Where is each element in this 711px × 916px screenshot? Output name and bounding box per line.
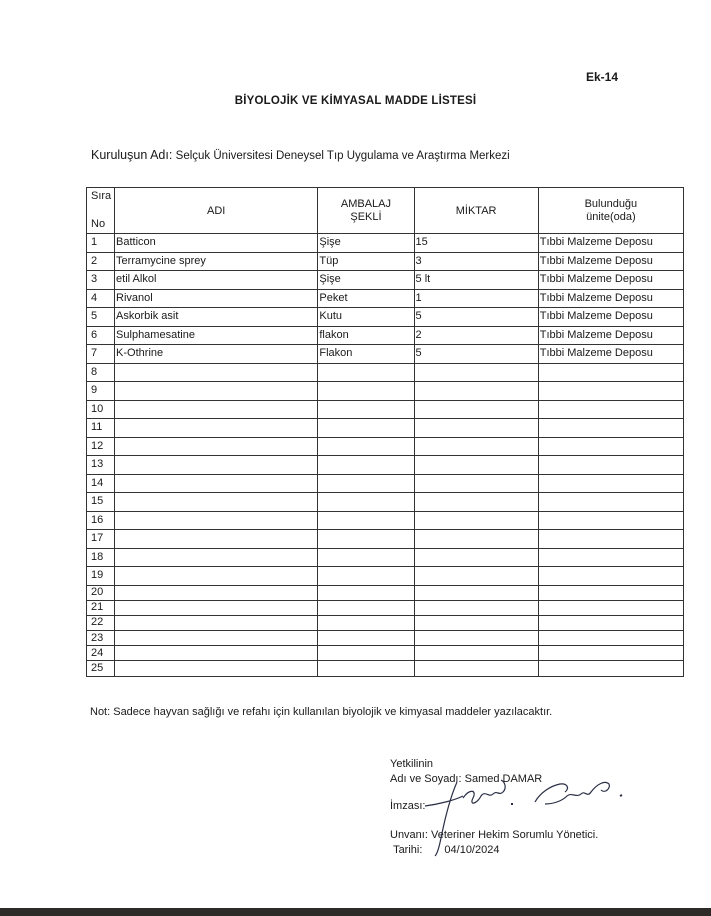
table-row	[87, 511, 684, 530]
cell-location	[538, 530, 683, 549]
cell-adi: Batticon	[115, 234, 318, 253]
table-row	[87, 493, 684, 512]
cell-no: 18	[87, 548, 115, 567]
cell-location	[538, 363, 683, 382]
table-row	[87, 631, 684, 646]
cell-ambalaj	[318, 474, 414, 493]
table-row	[87, 661, 684, 676]
cell-miktar	[414, 631, 538, 646]
cell-miktar: 3	[414, 252, 538, 271]
cell-no: 3	[87, 271, 115, 290]
substance-table	[86, 187, 684, 677]
cell-ambalaj	[318, 548, 414, 567]
table-row	[87, 530, 684, 549]
cell-miktar	[414, 493, 538, 512]
cell-location: Tıbbi Malzeme Deposu	[538, 271, 683, 290]
cell-adi	[115, 585, 318, 600]
header-sira: Sıra No	[87, 188, 115, 234]
header-miktar: MİKTAR	[414, 188, 538, 234]
name-label: Adı ve Soyadı:	[390, 773, 462, 786]
cell-no: 13	[87, 456, 115, 475]
cell-no: 19	[87, 567, 115, 586]
cell-location: Tıbbi Malzeme Deposu	[538, 308, 683, 327]
handwritten-signature	[415, 778, 635, 858]
cell-adi	[115, 567, 318, 586]
cell-no: 14	[87, 474, 115, 493]
cell-miktar	[414, 363, 538, 382]
cell-ambalaj	[318, 493, 414, 512]
header-adi: ADI	[115, 188, 318, 234]
cell-adi	[115, 631, 318, 646]
cell-no: 9	[87, 382, 115, 401]
cell-ambalaj: flakon	[318, 326, 414, 345]
cell-adi	[115, 400, 318, 419]
page-title: BİYOLOJİK VE KİMYASAL MADDE LİSTESİ	[234, 95, 477, 107]
cell-adi: etil Alkol	[115, 271, 318, 290]
cell-miktar	[414, 600, 538, 615]
table-row	[87, 234, 684, 253]
cell-no: 17	[87, 530, 115, 549]
cell-adi: Rivanol	[115, 289, 318, 308]
cell-ambalaj	[318, 600, 414, 615]
table-row	[87, 252, 684, 271]
cell-adi	[115, 646, 318, 661]
cell-location	[538, 567, 683, 586]
cell-ambalaj	[318, 363, 414, 382]
cell-location	[538, 511, 683, 530]
cell-miktar	[414, 661, 538, 676]
cell-ambalaj	[318, 631, 414, 646]
cell-location	[538, 585, 683, 600]
table-row	[87, 271, 684, 290]
cell-location	[538, 456, 683, 475]
cell-location	[538, 493, 683, 512]
header-ambalaj: AMBALAJ ŞEKLİ	[318, 188, 414, 234]
cell-location: Tıbbi Malzeme Deposu	[538, 326, 683, 345]
cell-location: Tıbbi Malzeme Deposu	[538, 289, 683, 308]
cell-ambalaj	[318, 382, 414, 401]
cell-miktar	[414, 419, 538, 438]
cell-adi	[115, 493, 318, 512]
cell-miktar: 5	[414, 345, 538, 364]
cell-ambalaj	[318, 511, 414, 530]
cell-no: 4	[87, 289, 115, 308]
name-value: Samed DAMAR	[464, 773, 543, 786]
cell-location	[538, 474, 683, 493]
date-label: Tarihi:	[393, 843, 423, 856]
cell-adi	[115, 511, 318, 530]
table-row	[87, 363, 684, 382]
cell-ambalaj	[318, 615, 414, 630]
organization-label: Kuruluşun Adı:	[91, 148, 173, 162]
cell-adi	[115, 363, 318, 382]
table-row	[87, 474, 684, 493]
cell-adi	[115, 530, 318, 549]
organization-line	[91, 148, 510, 162]
table-row	[87, 567, 684, 586]
cell-miktar: 2	[414, 326, 538, 345]
cell-ambalaj	[318, 567, 414, 586]
imza-label: İmzası:	[390, 800, 426, 813]
cell-location: Tıbbi Malzeme Deposu	[538, 234, 683, 253]
cell-adi	[115, 382, 318, 401]
table-row	[87, 382, 684, 401]
cell-ambalaj	[318, 456, 414, 475]
cell-adi	[115, 615, 318, 630]
cell-no: 5	[87, 308, 115, 327]
cell-miktar: 5	[414, 308, 538, 327]
cell-miktar	[414, 382, 538, 401]
cell-ambalaj	[318, 530, 414, 549]
cell-no: 21	[87, 600, 115, 615]
table-row	[87, 600, 684, 615]
cell-ambalaj	[318, 419, 414, 438]
cell-ambalaj	[318, 646, 414, 661]
organization-name: Selçuk Üniversitesi Deneysel Tıp Uygulama ve Araştırma Merkezi	[175, 150, 510, 162]
cell-ambalaj	[318, 400, 414, 419]
cell-miktar	[414, 585, 538, 600]
date-value: 04/10/2024	[444, 843, 500, 856]
cell-location	[538, 631, 683, 646]
footnote: Not: Sadece hayvan sağlığı ve refahı için kullanılan biyolojik ve kimyasal maddeler yazılacaktır.	[90, 706, 553, 718]
cell-location: Tıbbi Malzeme Deposu	[538, 252, 683, 271]
cell-location	[538, 548, 683, 567]
table-row	[87, 646, 684, 661]
cell-no: 6	[87, 326, 115, 345]
cell-no: 16	[87, 511, 115, 530]
cell-ambalaj: Kutu	[318, 308, 414, 327]
table-row	[87, 419, 684, 438]
table-row	[87, 345, 684, 364]
table-row	[87, 456, 684, 475]
scan-bottom-edge	[0, 908, 711, 916]
cell-miktar	[414, 615, 538, 630]
cell-location	[538, 646, 683, 661]
table-row	[87, 548, 684, 567]
cell-miktar: 1	[414, 289, 538, 308]
cell-adi	[115, 437, 318, 456]
cell-miktar	[414, 511, 538, 530]
signature-heading: Yetkilinin	[390, 758, 434, 770]
cell-no: 2	[87, 252, 115, 271]
cell-location	[538, 661, 683, 676]
cell-adi: Askorbik asit	[115, 308, 318, 327]
cell-miktar	[414, 530, 538, 549]
table-row	[87, 585, 684, 600]
cell-ambalaj: Şişe	[318, 271, 414, 290]
cell-no: 20	[87, 585, 115, 600]
table-row	[87, 289, 684, 308]
cell-adi	[115, 548, 318, 567]
cell-location	[538, 419, 683, 438]
cell-no: 22	[87, 615, 115, 630]
cell-ambalaj: Flakon	[318, 345, 414, 364]
header-bulundugu: Bulunduğu ünite(oda)	[538, 188, 683, 234]
table-row	[87, 437, 684, 456]
cell-no: 25	[87, 661, 115, 676]
cell-ambalaj: Tüp	[318, 252, 414, 271]
cell-miktar: 5 lt	[414, 271, 538, 290]
cell-miktar	[414, 437, 538, 456]
table-row	[87, 326, 684, 345]
cell-ambalaj	[318, 585, 414, 600]
cell-no: 8	[87, 363, 115, 382]
title-value: Veteriner Hekim Sorumlu Yönetici.	[430, 828, 599, 841]
cell-ambalaj	[318, 661, 414, 676]
cell-miktar	[414, 646, 538, 661]
table-row	[87, 400, 684, 419]
cell-location	[538, 437, 683, 456]
cell-adi	[115, 456, 318, 475]
cell-location	[538, 382, 683, 401]
cell-adi	[115, 600, 318, 615]
cell-ambalaj: Şişe	[318, 234, 414, 253]
cell-ambalaj	[318, 437, 414, 456]
cell-no: 12	[87, 437, 115, 456]
cell-no: 23	[87, 631, 115, 646]
table-row	[87, 615, 684, 630]
cell-ambalaj: Peket	[318, 289, 414, 308]
cell-no: 24	[87, 646, 115, 661]
cell-no: 7	[87, 345, 115, 364]
cell-location: Tıbbi Malzeme Deposu	[538, 345, 683, 364]
cell-no: 1	[87, 234, 115, 253]
cell-adi	[115, 474, 318, 493]
cell-no: 15	[87, 493, 115, 512]
cell-miktar	[414, 474, 538, 493]
cell-location	[538, 600, 683, 615]
document-reference: Ek-14	[586, 70, 619, 84]
cell-adi	[115, 419, 318, 438]
cell-miktar	[414, 548, 538, 567]
table-row	[87, 308, 684, 327]
title-label: Unvanı:	[390, 828, 428, 841]
table-header-row	[87, 188, 684, 234]
cell-location	[538, 400, 683, 419]
cell-adi: K-Othrine	[115, 345, 318, 364]
cell-miktar	[414, 567, 538, 586]
cell-adi	[115, 661, 318, 676]
cell-miktar	[414, 400, 538, 419]
cell-no: 10	[87, 400, 115, 419]
cell-location	[538, 615, 683, 630]
cell-adi: Sulphamesatine	[115, 326, 318, 345]
cell-no: 11	[87, 419, 115, 438]
cell-adi: Terramycine sprey	[115, 252, 318, 271]
cell-miktar	[414, 456, 538, 475]
cell-miktar: 15	[414, 234, 538, 253]
